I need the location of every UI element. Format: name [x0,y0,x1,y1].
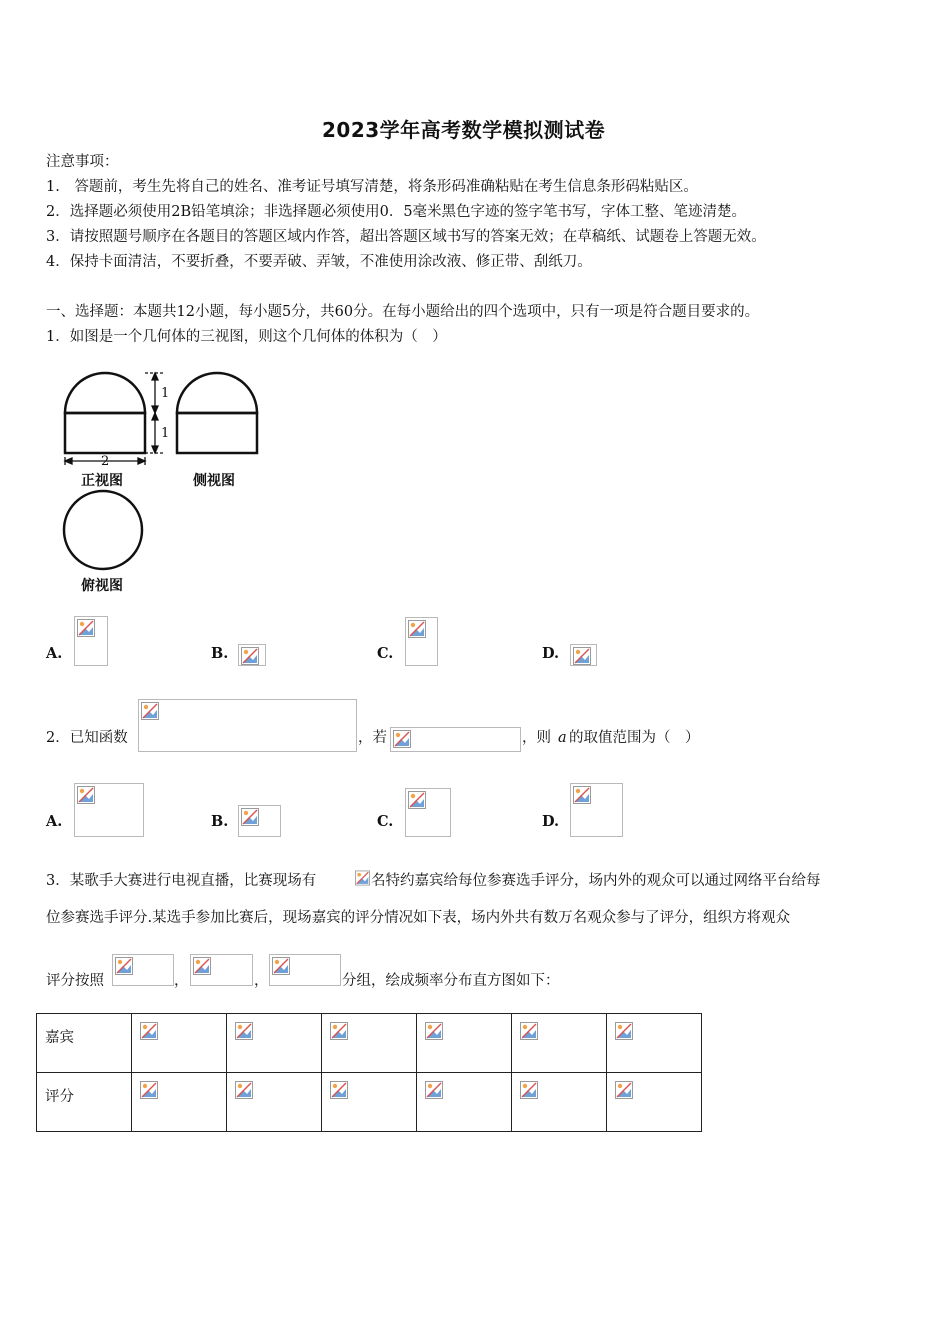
q3-line3-suffix: 分组，绘成频率分布直方图如下： [342,973,560,989]
q1-option-a-image [74,616,108,666]
score-cell [417,1073,512,1132]
q2-option-d-label: D. [542,813,560,830]
q2-option-b-label: B. [211,813,229,830]
score-cell [322,1073,417,1132]
judge-image [140,1022,162,1044]
q2-option-d-image [570,783,623,837]
score-cell [512,1073,607,1132]
broken-image-icon [615,1022,633,1040]
broken-image-icon [272,957,290,975]
broken-image-icon [235,1081,253,1099]
broken-image-icon [241,808,259,826]
broken-image-icon [520,1081,538,1099]
q2-function-image [138,699,357,752]
broken-image-icon [140,1022,158,1040]
q1-option-d-label: D. [542,645,560,662]
judge-image [330,1022,352,1044]
judge-cell [417,1014,512,1073]
q2-stem-mid: ，若 [358,730,387,746]
row-head-judges: 嘉宾 [37,1014,132,1073]
broken-image-icon [140,1081,158,1099]
q2-stem-suffix-a: ，则 [522,730,551,746]
side-view-label: 侧视图 [193,473,235,489]
notice-item-3: 3．请按照题号顺序在各题目的答题区域内作答，超出答题区域书写的答案无效；在草稿纸、试题卷上答题无效。 [46,229,766,245]
score-image [615,1081,637,1103]
q2-option-c-image [405,788,451,837]
judge-image [520,1022,542,1044]
front-view-label: 正视图 [81,473,123,489]
judge-cell [322,1014,417,1073]
broken-image-icon [425,1081,443,1099]
q2-stem-prefix: 2．已知函数 [46,730,128,746]
q2-option-a-image [74,783,144,837]
broken-image-icon [77,619,95,637]
broken-image-icon [330,1081,348,1099]
broken-image-icon [408,791,426,809]
judge-image [235,1022,257,1044]
broken-image-icon [77,786,95,804]
q1-stem: 1．如图是一个几何体的三视图，则这个几何体的体积为（ ） [46,329,447,345]
broken-image-icon [235,1022,253,1040]
table-row-judges [37,1014,702,1073]
score-image [330,1081,352,1103]
dim-width: 2 [101,454,110,469]
side-view [177,373,257,453]
q3-line1-prefix: 3．某歌手大赛进行电视直播，比赛现场有 [46,873,317,889]
judge-image [615,1022,637,1044]
q3-separator-1: ， [174,973,189,989]
broken-image-icon [615,1081,633,1099]
q2-stem-suffix-b: 的取值范围为（ ） [569,730,700,746]
score-cell [227,1073,322,1132]
q2-condition-image [390,727,521,752]
judge-cell [227,1014,322,1073]
dimension-lines [65,373,165,465]
q1-option-c-label: C. [377,645,394,662]
q3-line1-suffix: 名特约嘉宾给每位参赛选手评分，场内外的观众可以通过网络平台给每 [371,873,821,889]
section-heading: 一、选择题：本题共12小题，每小题5分，共60分。在每小题给出的四个选项中，只有一项是符合题目要求的。 [46,304,760,320]
top-view [64,491,142,569]
q1-option-b-label: B. [211,645,229,662]
q3-group-image-2 [190,954,253,986]
q2-option-a-label: A. [46,813,63,830]
q2-variable: a [558,730,567,746]
broken-image-icon [520,1022,538,1040]
notice-heading: 注意事项： [46,154,119,170]
q3-group-image-1 [112,954,174,986]
q3-line2: 位参赛选手评分.某选手参加比赛后，现场嘉宾的评分情况如下表，场内外共有数万名观众参与了评分，组织方将观众 [46,910,791,926]
score-cell [132,1073,227,1132]
q1-option-c-image [405,617,438,666]
judges-score-table [36,1013,702,1132]
page-title: 2023学年高考数学模拟测试卷 [322,118,606,142]
dim-height-top: 1 [161,386,170,401]
broken-image-icon [425,1022,443,1040]
notice-item-1: 1. 答题前，考生先将自己的姓名、准考证号填写清楚，将条形码准确粘贴在考生信息条形码粘贴区。 [46,179,698,195]
dim-height-bottom: 1 [161,426,170,441]
score-image [140,1081,162,1103]
broken-image-icon [355,869,370,887]
broken-image-icon [241,647,259,665]
broken-image-icon [330,1022,348,1040]
q1-option-a-label: A. [46,645,63,662]
broken-image-icon [115,957,133,975]
judge-cell [512,1014,607,1073]
top-view-label: 俯视图 [81,578,123,594]
q1-option-b-image [238,644,266,666]
score-image [235,1081,257,1103]
front-view [65,373,145,453]
table-row-scores [37,1073,702,1132]
broken-image-icon [193,957,211,975]
notice-item-2: 2．选择题必须使用2B铅笔填涂；非选择题必须使用0．5毫米黑色字迹的签字笔书写，字体工整、笔迹清楚。 [46,204,747,220]
judge-image [425,1022,447,1044]
q1-option-d-image [570,644,597,666]
q3-judges-count-image [355,867,370,889]
score-cell [607,1073,702,1132]
q3-group-image-3 [269,954,341,986]
q3-separator-2: ， [254,973,269,989]
broken-image-icon [141,702,159,720]
judge-cell [607,1014,702,1073]
broken-image-icon [408,620,426,638]
score-image [425,1081,447,1103]
broken-image-icon [573,786,591,804]
score-image [520,1081,542,1103]
q3-line3-prefix: 评分按照 [46,973,104,989]
judge-cell [132,1014,227,1073]
broken-image-icon [573,647,591,665]
notice-item-4: 4．保持卡面清洁，不要折叠，不要弄破、弄皱，不准使用涂改液、修正带、刮纸刀。 [46,254,592,270]
q2-option-c-label: C. [377,813,394,830]
row-head-scores: 评分 [37,1073,132,1132]
three-view-figure [55,365,265,600]
broken-image-icon [393,730,411,748]
q2-option-b-image [238,805,281,837]
